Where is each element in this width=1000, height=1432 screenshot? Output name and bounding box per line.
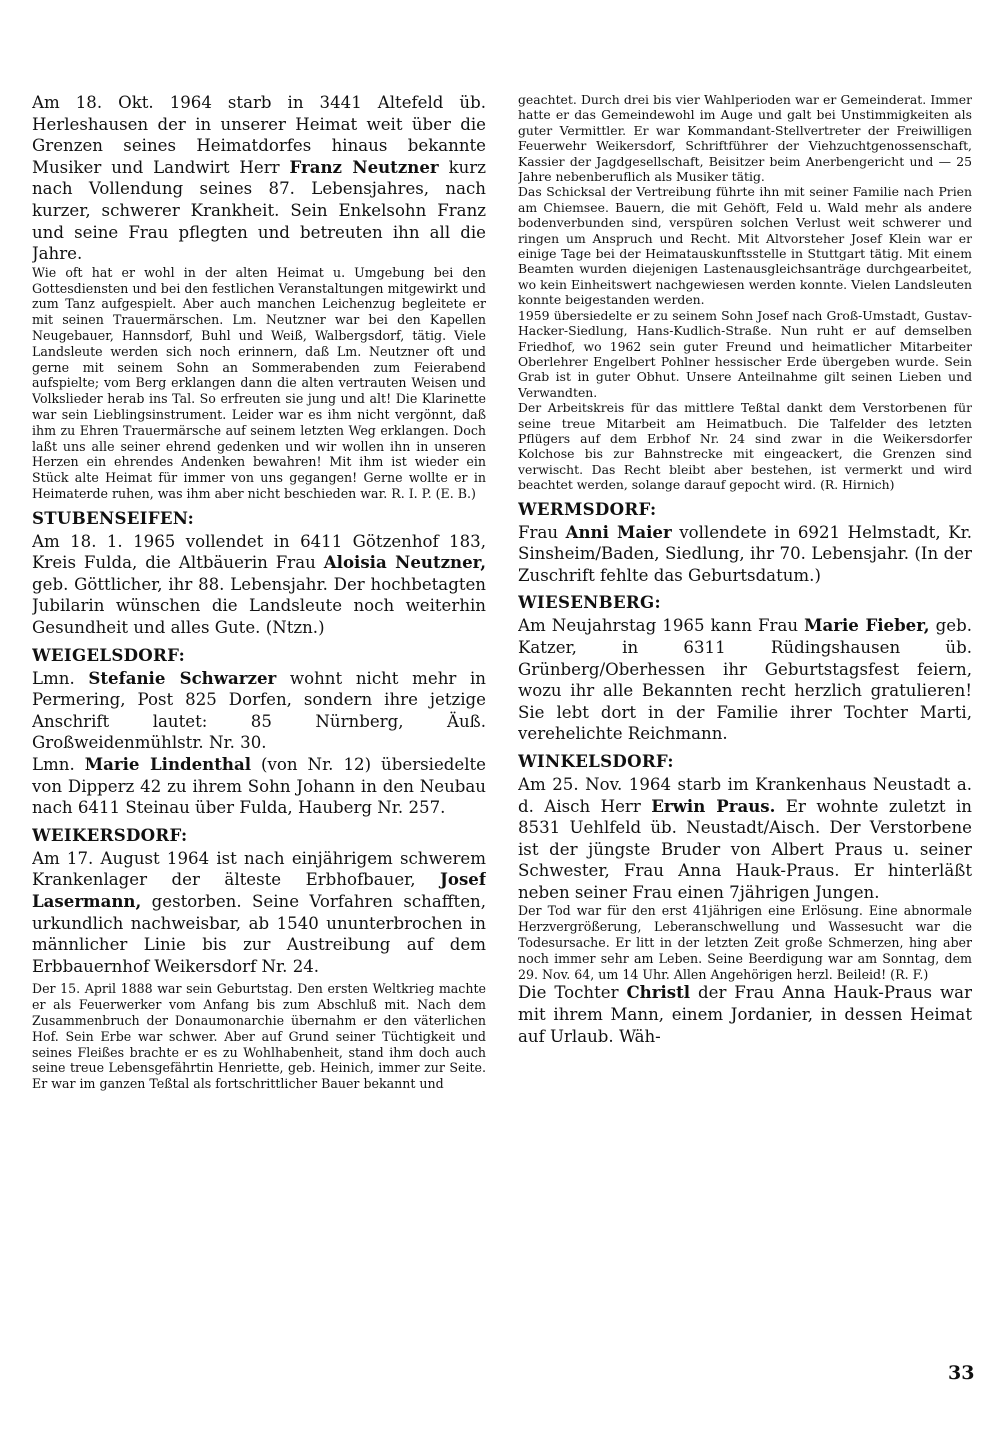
person-name: Anni Maier (565, 521, 672, 542)
left-column (32, 92, 486, 1092)
text-run: gestorben. Seine Vorfahren schafften, urkundlich nachweisbar, ab 1540 ununterbrochen in männlicher Linie bis zur Austreibung auf dem Erbbauernhof Weikersdorf Nr. 24. (32, 892, 486, 976)
text-run: geb. Katzer, in 6311 Rüdingshausen üb. Grünberg/Oberhessen ihr Geburtstagsfest feiern, wozu ihr alle Bekannten recht herzlich gratulieren! Sie lebt dort in der Familie ihrer Tochter Marti, verehelichte Reichmann. (518, 616, 972, 744)
person-name: Erwin Praus. (651, 795, 776, 816)
winkelsdorf-body: Der Tod war für den erst 41jährigen eine Erlösung. Eine abnormale Herzvergrößerung, Leberanschwellung und Wassesucht war die Todesursache. Er litt in der letzten Zeit große Schmerzen, hing aber noch immer sehr am Leben. Seine Beerdigung war am Sonntag, dem 29. Nov. 64, um 14 Uhr. Allen Angehörigen herzl. Beileid! (R. F.) (518, 903, 972, 982)
text-run: kurz nach Vollendung seines 87. Lebensjahres, nach kurzer, schwerer Krankheit. Sein Enkelsohn Franz und seine Frau pflegten und betreuten ihn all die Jahre. (32, 157, 486, 264)
weikersdorf-continued-1: geachtet. Durch drei bis vier Wahlperioden war er Gemeinderat. Immer hatte er das Gemeindewohl im Auge und galt bei Unstimmigkeiten als guter Vermittler. Er war Kommandant-Stellvertreter der Freiwilligen Feuerwehr Weikersdorf, Schriftführer der Viehzuchtgenossenschaft, Kassier der Jagdgesellschaft, Beisitzer beim Anerbengericht und — 25 Jahre nebenberuflich als Musiker tätig. (518, 92, 972, 185)
weikersdorf-continued-4: Der Arbeitskreis für das mittlere Teßtal dankt dem Verstorbenen für seine treue Mitarbeit am Heimatbuch. Die Talfelder des letzten Pflügers auf dem Erbhof Nr. 24 sind zwar in die Weikersdorfer Kolchose bis zur Bahnstrecke mit eingeackert, die Grenzen sind verwischt. Das Recht bleibt aber bestehen, ist vermerkt und wird beachtet werden, solange darauf gepocht wird. (R. Hirnich) (518, 400, 972, 493)
section-heading-wiesenberg: WIESENBERG: (518, 592, 661, 613)
text-run: Die Tochter (518, 983, 627, 1003)
section-heading-weikersdorf: WEIKERSDORF: (32, 824, 188, 845)
page-number: 33 (948, 1362, 975, 1384)
section-heading-stubenseifen: STUBENSEIFEN: (32, 507, 195, 528)
weikersdorf-continued-3: 1959 übersiedelte er zu seinem Sohn Josef nach Groß-Umstadt, Gustav-Hacker-Siedlung, Hans-Kudlich-Straße. Nun ruht er auf demselben Friedhof, wo 1962 sein guter Freund und heimatlicher Mitarbeiter Oberlehrer Engelbert Pohlner hessischer Erde übergeben wurde. Sein Grab ist in guter Obhut. Unsere Anteilnahme gilt seinen Lieben und Verwandten. (518, 307, 972, 400)
section-heading-weigelsdorf: WEIGELSDORF: (32, 644, 186, 665)
text-run: vollendete in 6921 Helmstadt, Kr. Sinsheim/Baden, Siedlung, ihr 70. Lebensjahr. (In der Zuschrift fehlte das Geburtsdatum.) (518, 522, 972, 585)
text-run: Am Neujahrstag 1965 kann Frau (518, 616, 805, 636)
wermsdorf-text (518, 522, 972, 587)
text-run: der Frau Anna Hauk-Praus war mit ihrem Mann, einem Jordanier, in dessen Heimat auf Urlaub. Wäh- (518, 983, 972, 1046)
person-name: Marie Lindenthal (84, 754, 252, 775)
text-run: Am 18. Okt. 1964 starb in 3441 Altefeld üb. Herleshausen der in unserer Heimat weit über die Grenzen seines Heimatdorfes hinaus bekannte Musiker und Landwirt Herr (32, 93, 486, 177)
wiesenberg-text (518, 615, 972, 745)
weikersdorf-body: Der 15. April 1888 war sein Geburtstag. Den ersten Weltkrieg machte er als Feuerwerker vom Anfang bis zum Abschluß mit. Nach dem Zusammenbruch der Donaumonarchie übernahm er den väterlichen Hof. Sein Erbe war schwer. Aber auf Grund seiner Tüchtigkeit und seines Fleißes brachte er es zu Wohlhabenheit, stand ihm doch auch seine treue Lebensgefährtin Henriette, geb. Heinich, immer zur Seite. Er war im ganzen Teßtal als fortschrittlicher Bauer bekannt und (32, 981, 486, 1092)
weigelsdorf-text-1 (32, 668, 486, 754)
person-name: Josef Lasermann, (32, 869, 486, 912)
person-name: Franz Neutzner (289, 156, 439, 177)
weikersdorf-continued-2: Das Schicksal der Vertreibung führte ihn mit seiner Familie nach Prien am Chiemsee. Bauern, die mit Gehöft, Feld u. Wald mehr als andere bodenverbunden sind, verspüren solchen Verlust weit schwerer und ringen um Anspruch und Recht. Mit Altvorsteher Josef Klein war er einige Tage bei der Heimatauskunftsstelle in Stuttgart tätig. Mit einem Beamten wurden diejenigen Lastenausgleichsanträge durchgearbeitet, wo kein Einheitswert nachgewiesen werden konnte. Vielen Landsleuten konnte beigestanden werden. (518, 184, 972, 308)
text-run: Frau (518, 522, 566, 542)
person-name: Stefanie Schwarzer (88, 667, 277, 688)
weikersdorf-text (32, 848, 486, 978)
text-run: Lmn. (32, 668, 89, 688)
person-name: Marie Fieber, (804, 615, 930, 636)
text-run: Am 18. 1. 1965 vollendet in 6411 Götzenhof 183, Kreis Fulda, die Altbäuerin Frau (32, 531, 486, 573)
section-heading-wermsdorf: WERMSDORF: (518, 498, 657, 519)
person-name: Aloisia Neutzner, (323, 552, 486, 573)
winkelsdorf-text (518, 774, 972, 904)
winkelsdorf-text-2 (518, 982, 972, 1047)
section-heading-winkelsdorf: WINKELSDORF: (518, 750, 674, 771)
stubenseifen-text (32, 531, 486, 639)
obituary-neutzner-body: Wie oft hat er wohl in der alten Heimat u. Umgebung bei den Gottesdiensten und bei den festlichen Veranstaltungen mitgewirkt und zum Tanz aufgespielt. Aber auch manchen Leichenzug begleitete er mit seinen Trauermärschen. Lm. Neutzner war bei den Kapellen Neugebauer, Hannsdorf, Buhl und Weiß, Walbergsdorf, tätig. Viele Landsleute werden sich noch erinnern, daß Lm. Neutzner oft und gerne mit seinem Sohn an Sommerabenden zum Feierabend aufspielte; vom Berg erklangen dann die alten vertrauten Weisen und Volkslieder herab ins Tal. So erfreuten sie jung und alt! Die Klarinette war sein Lieblingsinstrument. Leider war es ihm nicht vergönnt, daß ihm zu Ehren Trauermärsche auf seinem letzten Weg erklangen. Doch laßt uns alle seiner ehrend gedenken und wir wollen ihn in unseren Herzen ein ehrendes Andenken bewahren! Mit ihm ist wieder ein Stück alte Heimat für immer von uns gegangen! Gerne wollte er in Heimaterde ruhen, was ihm aber nicht beschieden war. R. I. P. (E. B.) (32, 264, 486, 501)
text-run: Er wohnte zuletzt in 8531 Uehlfeld üb. Neustadt/Aisch. Der Verstorbene ist der jüngste Bruder von Albert Praus u. seiner Schwester, Frau Anna Hauk-Praus. Er hinterläßt neben seiner Frau einen 7jährigen Jungen. (518, 796, 972, 902)
person-name: Christl (626, 982, 691, 1003)
text-run: wohnt nicht mehr in Permering, Post 825 Dorfen, sondern ihre jetzige Anschrift lautet: 85 Nürnberg, Äuß. Großweidenmühlstr. Nr. 30. (32, 668, 486, 753)
right-column (518, 92, 972, 1047)
obituary-neutzner-intro (32, 92, 486, 265)
text-run: (von Nr. 12) übersiedelte von Dipperz 42 zu ihrem Sohn Johann in den Neubau nach 6411 Steinau über Fulda, Hauberg Nr. 257. (32, 755, 486, 818)
weigelsdorf-text-2 (32, 754, 486, 819)
text-run: geb. Göttlicher, ihr 88. Lebensjahr. Der hochbetagten Jubilarin wünschen die Landsleute noch weiterhin Gesundheit und alles Gute. (Ntzn.) (32, 574, 486, 638)
text-run: Am 17. August 1964 ist nach einjährigem schwerem Krankenlager der älteste Erbhofbauer, (32, 848, 486, 890)
text-run: Am 25. Nov. 1964 starb im Krankenhaus Neustadt a. d. Aisch Herr (518, 774, 972, 816)
text-run: Lmn. (32, 755, 85, 775)
